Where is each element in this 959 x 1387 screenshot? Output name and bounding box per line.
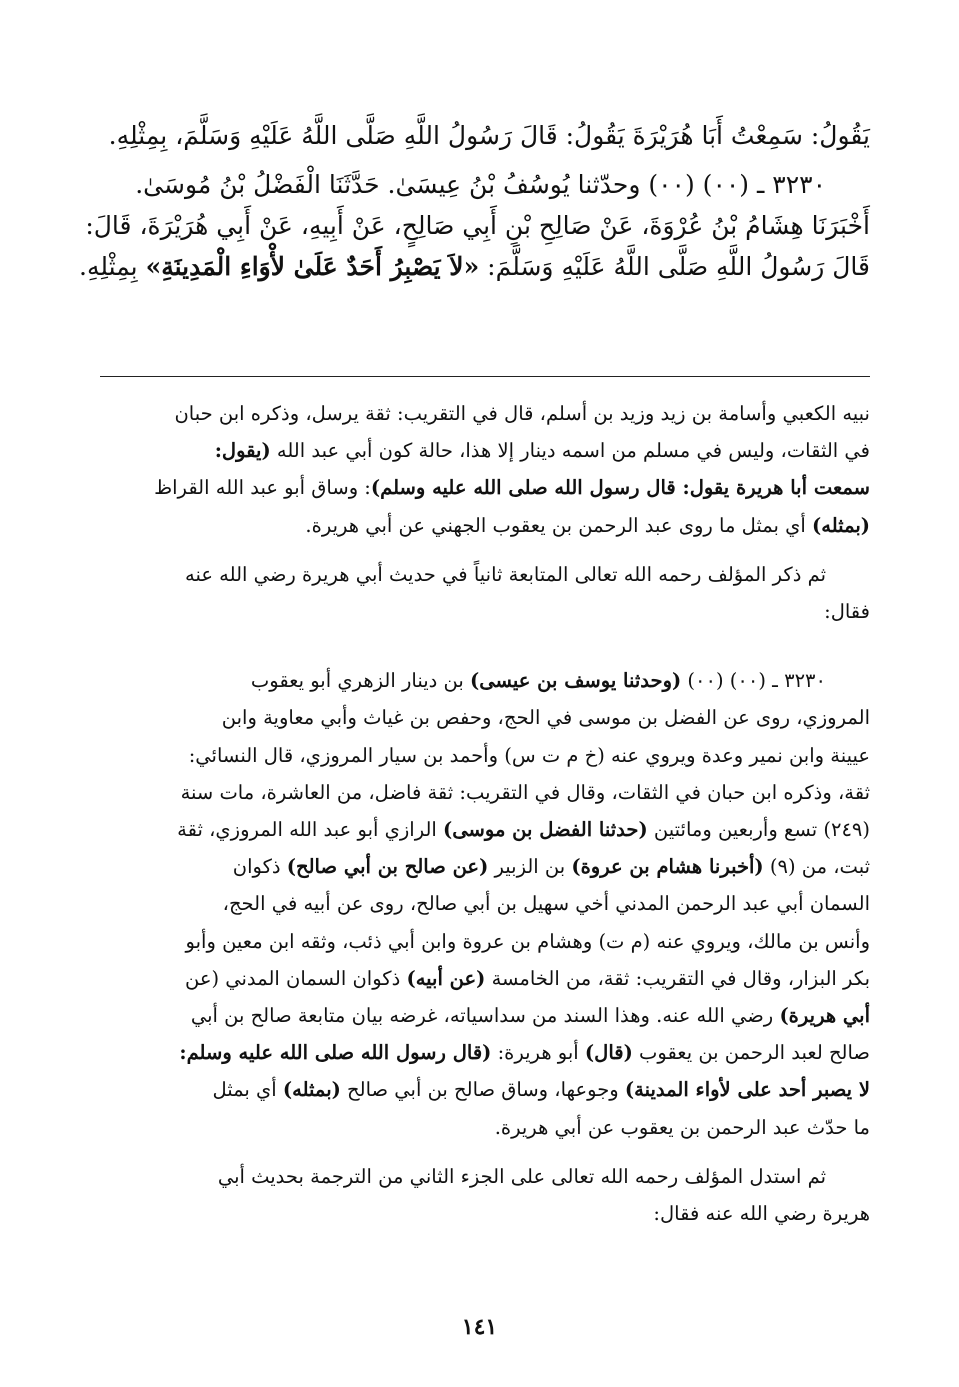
text-run: الرازي أبو عبد الله المروزي، ثقة [177,818,444,842]
bold-run: (عن أبيه) [406,966,486,990]
text-run: : وساق أبو عبد الله القراظ [154,476,371,500]
note-line: ثقة، وذكره ابن حبان في الثقات، وقال في التقريب: ثقة فاضل، من العاشرة، مات سنة [180,780,870,804]
bold-run: (عن صالح بن أبي صالح) [286,855,489,879]
text-run: ٣٢٣٠ ـ (٠٠) (٠٠) [681,669,826,693]
note-line [100,469,870,506]
hadith-text [79,115,870,287]
text-run: أي بمثل ما روى عبد الرحمن بن يعقوب الجهني عن أبي هريرة. [305,513,813,537]
hadith-line [79,246,870,287]
note-line: ثم استدل المؤلف رحمه الله تعالى على الجزء الثاني من الترجمة بحديث أبي [217,1164,826,1188]
note-line: ما حدّث عبد الرحمن بن يعقوب عن أبي هريرة. [494,1115,870,1139]
note-line [100,960,870,997]
bold-run: لا يصبر أحد على لأواء المدينة) [624,1078,870,1102]
bold-run: (بمثله) [282,1078,341,1102]
note-line: هريرة رضي الله عنه فقال: [653,1202,870,1226]
bold-run: (حدثنا الفضل بن موسى) [443,818,648,842]
text-run: ذكوان [232,855,287,879]
note-line: نبيه الكعبي وأسامة بن زيد وزيد بن أسلم، قال في التقريب: ثقة يرسل، وذكره ابن حبان [174,402,870,425]
text-run: بن الزبير [488,855,572,879]
text-run: رضي الله عنه. وهذا السند من سداسياته، غرضه بيان متابعة صالح بن أبي [190,1004,780,1028]
text-run: بكر البزار، وقال في التقريب: ثقة، من الخامسة [485,966,870,990]
note-line [100,997,870,1034]
text-run: أي بمثل [212,1078,283,1102]
bold-run: أبي هريرة) [779,1004,870,1028]
note-line: ثم ذكر المؤلف رحمه الله تعالى المتابعة ثانياً في حديث أبي هريرة رضي الله عنه [184,562,826,586]
commentary-text [100,395,870,1232]
bold-run: (أخبرنا هشام بن عروة) [571,855,764,879]
bold-run: (بمثله) [812,513,870,537]
bold-run: (قال) [584,1041,633,1065]
footnote-divider [100,376,870,377]
note-line [100,848,870,885]
note-line: المروزي، روى عن الفضل بن موسى في الحج، وحفص بن غياث وأبي معاوية وابن [221,706,870,730]
note-line: عيينة وابن نمير وعدة ويروي عنه (خ م ت س) وأحمد بن سيار المروزي، قال النسائي: [188,743,870,767]
hadith-line: أَخْبَرَنَا هِشَامُ بْنُ عُرْوَةَ، عَنْ صَالِحِ بْنِ أَبِي صَالِحٍ، عَنْ أَبِيهِ، عَنْ أَبِي هُرَيْرَةَ، قَالَ: [85,211,870,240]
note-line: السمان أبي عبد الرحمن المدني أخي سهيل بن أبي صالح، روى عن أبيه في الحج، [222,892,870,916]
bold-run: سمعت أبا هريرة يقول: قال رسول الله صلى الله عليه وسلم) [370,476,870,500]
text-run: (٢٤٩) تسع وأربعين ومائتين [647,818,870,842]
text-run: أبو هريرة: [491,1041,585,1065]
note-line [100,507,870,544]
text-run: في الثقات، وليس في مسلم من اسمه دينار إلا هذا، حالة كون أبي عبد الله [270,439,870,463]
text-run: وجوعها، وساق صالح بن أبي صالح [340,1078,625,1102]
bold-run: (يقول: [214,439,271,463]
note-line [100,1071,870,1108]
text-run: ثبت، من (٩) [763,855,870,879]
text-run: صالح لعبد الرحمن بن يعقوب [632,1041,870,1065]
text-run: قَالَ رَسُولُ اللَّهِ صَلَّى اللَّهُ عَلَيْهِ وَسَلَّمَ: [479,252,870,281]
note-line: وأنس بن مالك، ويروي عنه (م ت) وهشام بن عروة وابن أبي ذئب، وثقه ابن معين وأبو [185,929,870,953]
hadith-line: يَقُولُ: سَمِعْتُ أَبَا هُرَيْرَةَ يَقُولُ: قَالَ رَسُولُ اللَّهِ صَلَّى اللَّهُ عَلَيْهِ وَسَلَّمَ، بِمِثْلِهِ. [108,121,870,150]
note-line [100,662,870,699]
bold-run: (قال رسول الله صلى الله عليه وسلم: [179,1041,492,1065]
text-run: ذكوان السمان المدني (عن [184,966,407,990]
note-line: فقال: [824,600,870,624]
bold-run: «لاَ يَصْبِرُ أَحَدٌ عَلَىٰ لأْوَاءِ الْمَدِينَةِ» [145,252,480,281]
note-line [100,811,870,848]
text-run: بِمِثْلِهِ. [79,252,146,281]
note-line [100,1034,870,1071]
page-number: ١٤١ [461,1314,498,1340]
note-line [100,432,870,469]
hadith-line: ٣٢٣٠ ـ (٠٠) (٠٠) وحدّثنا يُوسُفُ بْنُ عِيسَىٰ. حَدَّثَنَا الْفَضْلُ بْنُ مُوسَىٰ. [135,170,826,199]
text-run: بن دينار الزهري أبو يعقوب [250,669,470,693]
bold-run: (وحدثنا يوسف بن عيسى) [469,669,682,693]
